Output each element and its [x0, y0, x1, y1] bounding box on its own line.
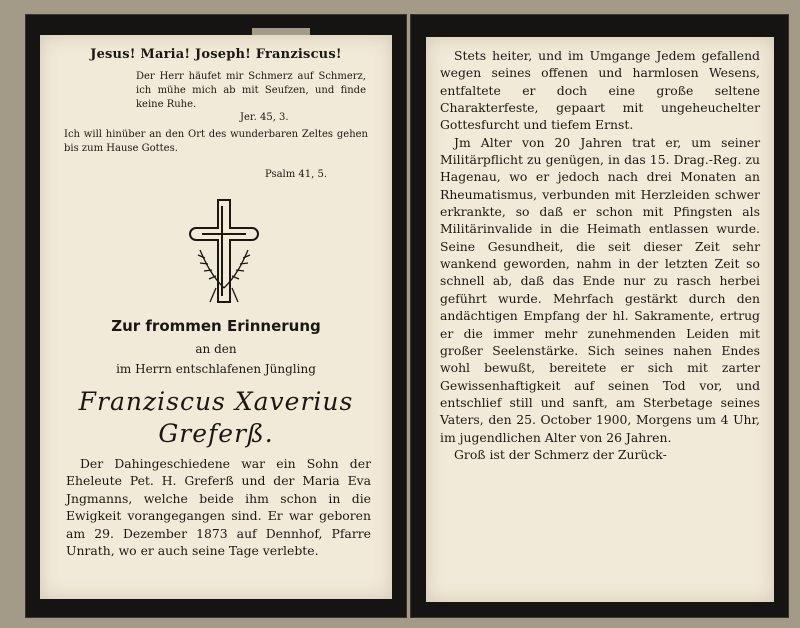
subheading: im Herrn entschlafenen Jüngling [116, 362, 316, 376]
cross-with-palm-icon [188, 198, 260, 308]
paragraph-military-illness: Jm Alter von 20 Jahren trat er, um seiner Militärpflicht zu genügen, in das 15. Drag.-Reg. zu Hagenau, wo er jedoch nach drei Monaten an Rheumatismus, verbunden mit Herzleiden schwer erkrankte, so daß er schon mit Pfingsten als Militärinvalide in die Heimath entlassen wurde. Seine Gesundheit, die seit dieser Zeit sehr wankend geworden, nahm in der letzten Zeit so schnell ab, daß das Ende nur zu rasch herbei geführt wurde. Mehrfach gestärkt durch den andächtigen Empfang der hl. Sakramente, ertrug er die immer mehr zunehmenden Leiden mit großer Seelenstärke. Sich seines nahen Endes wohl bewußt, bereitete er sich mit zarter Gewissenhaftigkeit auf seinen Tod vor, und entschlief still und sanft, am Sterbetage seines Vaters, den 25. October 1900, Morgens um 4 Uhr, im jugendlichen Alter von 26 Jahren. [440, 134, 760, 445]
biography-intro [66, 455, 371, 559]
jeremiah-quote: Der Herr häufet mir Schmerz auf Schmerz, ich mühe mich ab mit Seufzen, und finde keine Ruhe. [136, 71, 366, 110]
an-den-line: an den [195, 342, 237, 356]
card-back-paper [426, 37, 774, 602]
psalm-quote: Ich will hinüber an den Ort des wunderbaren Zeltes gehen bis zum Hause Gottes. [64, 129, 368, 154]
invocation-line: Jesus! Maria! Joseph! Franziscus! [90, 47, 342, 62]
memorial-card-back [411, 15, 788, 617]
deceased-name-line2: Greferß. [158, 419, 274, 448]
biography-continuation [440, 47, 760, 463]
memorial-card-front [26, 15, 406, 617]
card-heading: Zur frommen Erinnerung [111, 317, 321, 335]
jeremiah-reference: Jer. 45, 3. [240, 112, 289, 123]
paragraph-character: Stets heiter, und im Umgange Jedem gefallend wegen seines offenen und harmlosen Wesens, entfaltete er doch eine große seltene Charakterfeste, gepaart mit ungeheuchelter Gottesfurcht und tiefem Ernst. [440, 48, 760, 133]
paragraph-closing: Groß ist der Schmerz der Zurück- [454, 446, 667, 462]
psalm-reference: Psalm 41, 5. [265, 169, 328, 180]
biography-intro-text: Der Dahingeschiedene war ein Sohn der Eheleute Pet. H. Greferß und der Maria Eva Jngmanns, welche beide ihm schon in die Ewigkeit vorangegangen sind. Er war geboren am 29. Dezember 1873 auf Dennhof, Pfarre Unrath, wo er auch seine Tage verlebte. [66, 456, 371, 559]
card-front-paper [40, 35, 392, 599]
deceased-name-line1: Franziscus Xaverius [78, 387, 354, 416]
